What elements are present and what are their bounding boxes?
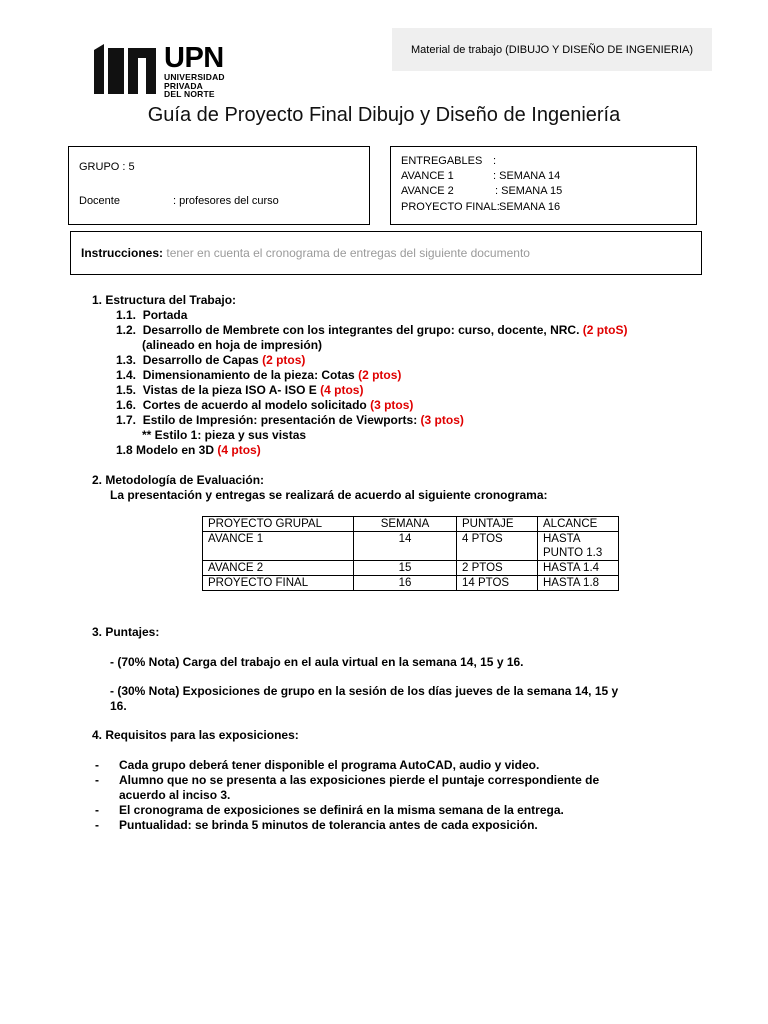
item-number: 1.5. [116,383,137,397]
entregable-value: : SEMANA 15 [495,185,563,197]
upn-logo [94,44,250,98]
list-item [142,428,306,443]
table-row [203,561,619,576]
logo-line-3: DEL NORTE [164,89,215,100]
list-item [116,308,187,323]
item-text: Vistas de la pieza ISO A- ISO E [142,383,317,397]
item-points: (2 ptos) [262,353,306,367]
grupo-text: GRUPO : 5 [79,161,135,173]
list-item [116,353,305,368]
list-item [142,338,322,353]
item-text: Estilo de Impresión: presentación de Viewports: [142,413,418,427]
cronograma-table [202,516,619,591]
entregables-sep: : [493,155,497,167]
table-cell: AVANCE 1 [203,532,354,561]
section-1-heading: 1. Estructura del Trabajo: [92,293,237,307]
table-cell: 4 PTOS [457,532,538,561]
item-number: 1.6. [116,398,137,412]
table-header-row [203,517,619,532]
item-text: 1.8 Modelo en 3D [116,443,215,457]
entregables-heading: ENTREGABLES [401,155,483,167]
table-cell: 14 [354,532,457,561]
grupo-box [68,146,370,225]
table-cell: PROYECTO FINAL [203,576,354,591]
item-number: 1.3. [116,353,137,367]
puntaje-line-2b: 16. [110,699,127,713]
table-cell: 16 [354,576,457,591]
table-header-cell: PUNTAJE [457,517,538,532]
item-number: 1.7. [116,413,137,427]
instrucciones-label: Instrucciones: [81,246,164,260]
item-points: (4 ptos) [320,383,364,397]
puntaje-line-2a: - (30% Nota) Exposiciones de grupo en la sesión de los días jueves de la semana 14, 15 y [110,684,619,698]
item-points: (4 ptos) [217,443,261,457]
item-points: (3 ptos) [370,398,414,412]
bullet-text: Puntualidad: se brinda 5 minutos de tolerancia antes de cada exposición. [119,818,538,832]
table-cell: HASTA 1.4 [538,561,619,576]
table-cell: 15 [354,561,457,576]
entregable-label: PROYECTO FINAL: [401,201,500,213]
item-text: (alineado en hoja de impresión) [142,338,323,352]
table-header-cell: ALCANCE [538,517,619,532]
upn-emblem-icon [94,44,160,98]
entregable-value: : SEMANA 14 [493,170,561,182]
section-2-intro: La presentación y entregas se realizará de acuerdo al siguiente cronograma: [110,488,548,502]
bullet-dash: - [95,818,99,832]
table-cell: HASTA PUNTO 1.3 [538,532,619,561]
section-2-heading: 2. Metodología de Evaluación: [92,473,265,487]
table-row [203,576,619,591]
item-text: Cortes de acuerdo al modelo solicitado [142,398,367,412]
bullet-text: Alumno que no se presenta a las exposiciones pierde el puntaje correspondiente de [119,773,600,787]
section-4-heading: 4. Requisitos para las exposiciones: [92,728,299,742]
logo-line-1: UNIVERSIDAD [164,72,225,82]
item-number: 1.1. [116,308,137,322]
bullet-text: Cada grupo deberá tener disponible el programa AutoCAD, audio y video. [119,758,540,772]
logo-line-2: PRIVADA [164,80,204,91]
entregable-value: SEMANA 16 [499,201,561,213]
material-label-box [392,28,712,71]
table-cell: HASTA 1.8 [538,576,619,591]
page-title: Guía de Proyecto Final Dibujo y Diseño de Ingeniería [147,104,621,126]
table-header-cell: SEMANA [354,517,457,532]
item-points: (2 ptos) [358,368,402,382]
puntaje-line-1: - (70% Nota) Carga del trabajo en el aula virtual en la semana 14, 15 y 16. [110,655,524,669]
bullet-text: acuerdo al inciso 3. [119,788,231,802]
table-row [203,532,619,561]
item-text: Desarrollo de Capas [142,353,259,367]
item-number: 1.2. [116,323,137,337]
bullet-dash: - [95,803,99,817]
list-item [116,368,401,383]
material-label: Material de trabajo (DIBUJO Y DISEÑO DE INGENIERIA) [410,43,693,56]
list-item [116,383,363,398]
table-cell: 2 PTOS [457,561,538,576]
entregable-label: AVANCE 1 [401,170,454,182]
section-3-heading: 3. Puntajes: [92,625,160,639]
table-cell: AVANCE 2 [203,561,354,576]
list-item [116,413,464,428]
item-points: (2 ptoS) [582,323,628,337]
bullet-dash: - [95,773,99,787]
item-points: (3 ptos) [420,413,464,427]
bullet-dash: - [95,758,99,772]
item-number: 1.4. [116,368,137,382]
item-text: ** Estilo 1: pieza y sus vistas [142,428,307,442]
table-header-cell: PROYECTO GRUPAL [203,517,354,532]
list-item [116,323,627,338]
logo-name: UPN [164,42,224,74]
docente-label: Docente [79,195,120,207]
instrucciones-text: tener en cuenta el cronograma de entregas del siguiente documento [166,246,530,260]
list-item [116,443,261,458]
entregables-box [390,146,697,225]
item-text: Desarrollo de Membrete con los integrantes del grupo: curso, docente, NRC. [142,323,580,337]
docente-value: : profesores del curso [173,195,279,207]
item-text: Dimensionamiento de la pieza: Cotas [142,368,355,382]
list-item [116,398,413,413]
table-cell: 14 PTOS [457,576,538,591]
item-text: Portada [142,308,188,322]
bullet-text: El cronograma de exposiciones se definirá en la misma semana de la entrega. [119,803,564,817]
entregable-label: AVANCE 2 [401,185,454,197]
instrucciones-box [70,231,702,275]
